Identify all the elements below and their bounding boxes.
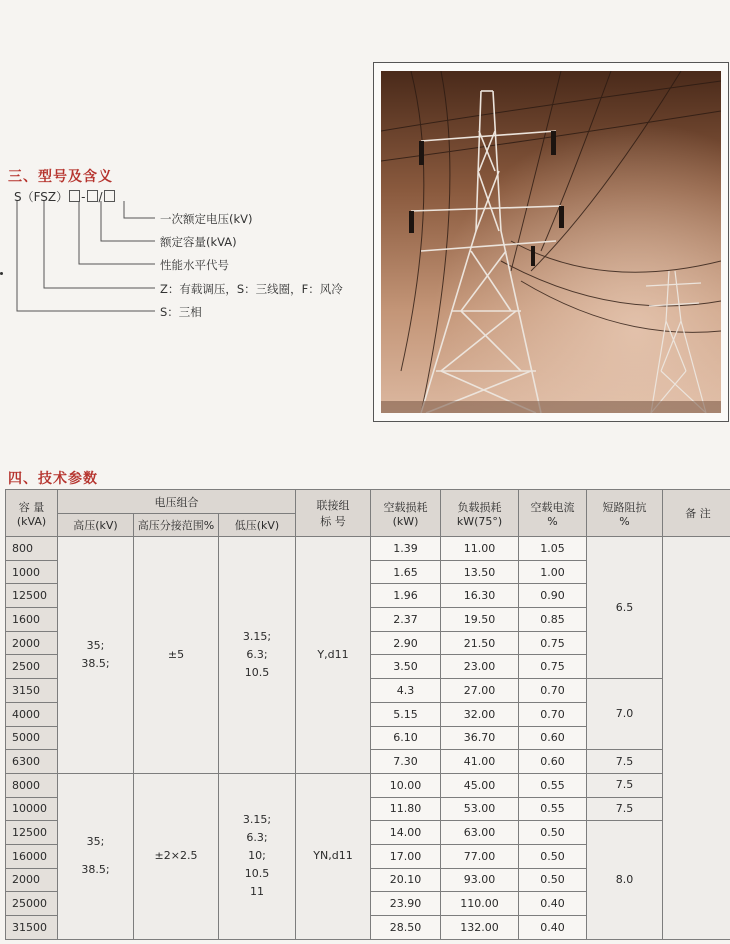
capacity-cell: 12500 xyxy=(6,584,58,608)
load-loss-cell: 45.00 xyxy=(441,773,519,797)
remark-cell xyxy=(663,537,730,940)
load-loss-cell: 53.00 xyxy=(441,797,519,821)
header-load-loss: 负载损耗 kW(75°) xyxy=(441,490,519,537)
meaning-type-codes: Z：有载调压，S：三线圈，F：风冷 xyxy=(160,282,343,296)
capacity-cell: 800 xyxy=(6,537,58,561)
capacity-cell: 10000 xyxy=(6,797,58,821)
hv-cell-group-1: 35; 38.5; xyxy=(58,537,134,774)
noload-loss-cell: 14.00 xyxy=(371,821,441,845)
load-loss-cell: 23.00 xyxy=(441,655,519,679)
noload-loss-cell: 7.30 xyxy=(371,750,441,774)
header-impedance: 短路阻抗 % xyxy=(587,490,663,537)
lv-cell-group-1: 3.15; 6.3; 10.5 xyxy=(219,537,296,774)
transmission-tower-illustration xyxy=(381,71,721,413)
impedance-cell: 7.5 xyxy=(587,773,663,797)
vector-cell-group-2: YN,d11 xyxy=(296,773,371,939)
capacity-cell: 25000 xyxy=(6,892,58,916)
technical-parameters-table xyxy=(5,489,730,940)
meaning-performance-level: 性能水平代号 xyxy=(160,258,229,272)
load-loss-cell: 16.30 xyxy=(441,584,519,608)
model-designation-diagram xyxy=(0,0,360,330)
noload-loss-cell: 5.15 xyxy=(371,702,441,726)
noload-loss-cell: 6.10 xyxy=(371,726,441,750)
margin-dot xyxy=(0,272,3,275)
table-header-row-1 xyxy=(6,490,730,514)
section-4-title: 四、技术参数 xyxy=(8,471,98,487)
noload-current-cell: 0.40 xyxy=(519,916,587,940)
noload-loss-cell: 1.39 xyxy=(371,537,441,561)
noload-loss-cell: 20.10 xyxy=(371,868,441,892)
header-remark: 备 注 xyxy=(663,490,730,537)
load-loss-cell: 41.00 xyxy=(441,750,519,774)
transmission-tower-photo xyxy=(381,71,721,413)
load-loss-cell: 110.00 xyxy=(441,892,519,916)
noload-loss-cell: 3.50 xyxy=(371,655,441,679)
load-loss-cell: 21.50 xyxy=(441,631,519,655)
capacity-cell: 2000 xyxy=(6,631,58,655)
noload-current-cell: 0.60 xyxy=(519,750,587,774)
noload-loss-cell: 11.80 xyxy=(371,797,441,821)
tap-cell-group-2: ±2×2.5 xyxy=(134,773,219,939)
capacity-cell: 6300 xyxy=(6,750,58,774)
noload-current-cell: 0.75 xyxy=(519,631,587,655)
model-code-prefix: S（FSZ） xyxy=(14,190,69,204)
noload-current-cell: 0.55 xyxy=(519,773,587,797)
noload-current-cell: 1.00 xyxy=(519,560,587,584)
tap-cell-group-1: ±5 xyxy=(134,537,219,774)
noload-loss-cell: 2.37 xyxy=(371,608,441,632)
capacity-cell: 2000 xyxy=(6,868,58,892)
header-capacity: 容 量 (kVA) xyxy=(6,490,58,537)
noload-loss-cell: 17.00 xyxy=(371,844,441,868)
table-row xyxy=(6,537,730,561)
load-loss-cell: 77.00 xyxy=(441,844,519,868)
impedance-cell: 7.5 xyxy=(587,797,663,821)
meaning-rated-voltage: 一次额定电压(kV) xyxy=(160,212,253,226)
impedance-cell: 7.0 xyxy=(587,679,663,750)
noload-current-cell: 0.70 xyxy=(519,702,587,726)
capacity-cell: 2500 xyxy=(6,655,58,679)
noload-loss-cell: 10.00 xyxy=(371,773,441,797)
capacity-cell: 16000 xyxy=(6,844,58,868)
noload-loss-cell: 28.50 xyxy=(371,916,441,940)
capacity-cell: 12500 xyxy=(6,821,58,845)
header-vector-group: 联接组 标 号 xyxy=(296,490,371,537)
load-loss-cell: 93.00 xyxy=(441,868,519,892)
noload-current-cell: 1.05 xyxy=(519,537,587,561)
load-loss-cell: 132.00 xyxy=(441,916,519,940)
model-code: S（FSZ） - / xyxy=(14,188,116,205)
noload-loss-cell: 4.3 xyxy=(371,679,441,703)
impedance-cell: 6.5 xyxy=(587,537,663,679)
capacity-cell: 31500 xyxy=(6,916,58,940)
noload-current-cell: 0.90 xyxy=(519,584,587,608)
capacity-cell: 8000 xyxy=(6,773,58,797)
noload-current-cell: 0.40 xyxy=(519,892,587,916)
capacity-cell: 4000 xyxy=(6,702,58,726)
header-noload-current: 空载电流 % xyxy=(519,490,587,537)
noload-loss-cell: 23.90 xyxy=(371,892,441,916)
noload-current-cell: 0.50 xyxy=(519,821,587,845)
noload-loss-cell: 1.65 xyxy=(371,560,441,584)
noload-current-cell: 0.75 xyxy=(519,655,587,679)
load-loss-cell: 63.00 xyxy=(441,821,519,845)
noload-loss-cell: 2.90 xyxy=(371,631,441,655)
lv-cell-group-2: 3.15; 6.3; 10; 10.5 11 xyxy=(219,773,296,939)
header-noload-loss: 空载损耗 (kW) xyxy=(371,490,441,537)
meaning-three-phase: S：三相 xyxy=(160,305,202,319)
load-loss-cell: 32.00 xyxy=(441,702,519,726)
table-row xyxy=(6,773,730,797)
header-hv: 高压(kV) xyxy=(58,514,134,537)
load-loss-cell: 19.50 xyxy=(441,608,519,632)
load-loss-cell: 11.00 xyxy=(441,537,519,561)
meaning-rated-capacity: 额定容量(kVA) xyxy=(160,235,237,249)
noload-loss-cell: 1.96 xyxy=(371,584,441,608)
noload-current-cell: 0.50 xyxy=(519,868,587,892)
load-loss-cell: 13.50 xyxy=(441,560,519,584)
noload-current-cell: 0.55 xyxy=(519,797,587,821)
hv-cell-group-2: 35; 38.5; xyxy=(58,773,134,939)
vector-cell-group-1: Y,d11 xyxy=(296,537,371,774)
capacity-cell: 1000 xyxy=(6,560,58,584)
impedance-cell: 7.5 xyxy=(587,750,663,774)
noload-current-cell: 0.60 xyxy=(519,726,587,750)
load-loss-cell: 36.70 xyxy=(441,726,519,750)
header-voltage-group: 电压组合 xyxy=(58,490,296,514)
noload-current-cell: 0.50 xyxy=(519,844,587,868)
capacity-cell: 3150 xyxy=(6,679,58,703)
header-tap-range: 高压分接范围% xyxy=(134,514,219,537)
noload-current-cell: 0.70 xyxy=(519,679,587,703)
photo-frame xyxy=(373,62,729,422)
capacity-cell: 5000 xyxy=(6,726,58,750)
impedance-cell: 8.0 xyxy=(587,821,663,939)
section-3-title: 三、型号及含义 xyxy=(8,169,113,185)
capacity-cell: 1600 xyxy=(6,608,58,632)
header-lv: 低压(kV) xyxy=(219,514,296,537)
load-loss-cell: 27.00 xyxy=(441,679,519,703)
noload-current-cell: 0.85 xyxy=(519,608,587,632)
